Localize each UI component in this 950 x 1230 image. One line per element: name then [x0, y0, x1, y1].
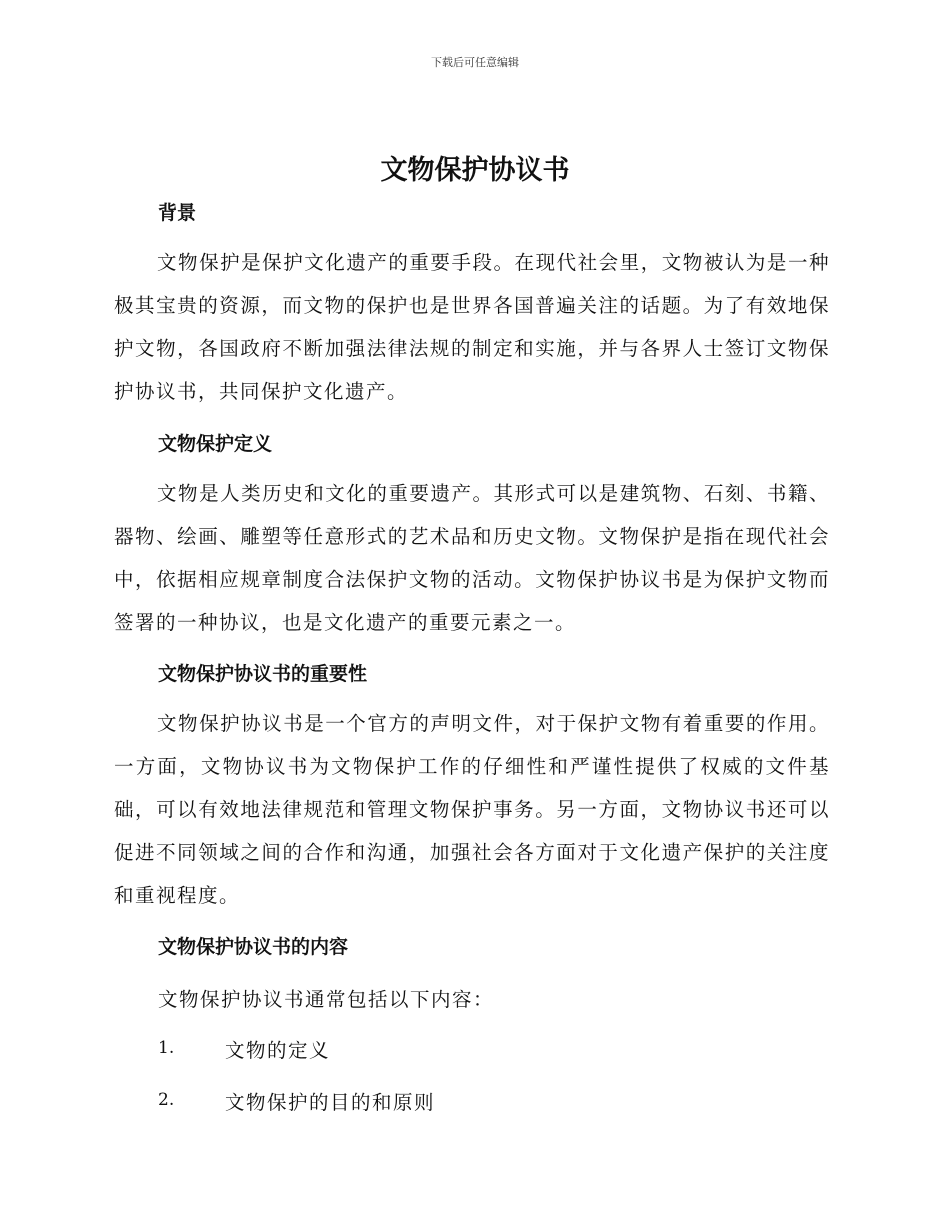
list-item-number: 2.: [158, 1090, 175, 1110]
section-paragraph-definition: 文物是人类历史和文化的重要遗产。其形式可以是建筑物、石刻、书籍、器物、绘画、雕塑等任意形式的艺术品和历史文物。文物保护是指在现代社会中，依据相应规章制度合法保护文物的活动。文物保护协议书是为保护文物而签署的一种协议，也是文化遗产的重要元素之一。: [114, 482, 830, 634]
document-title: 文物保护协议书: [380, 155, 570, 186]
list-item-text: 文物的定义: [225, 1039, 331, 1062]
section-heading-definition: 文物保护定义: [158, 433, 273, 455]
section-paragraph-importance: 文物保护协议书是一个官方的声明文件，对于保护文物有着重要的作用。一方面，文物协议书为文物保护工作的仔细性和严谨性提供了权威的文件基础，可以有效地法律规范和管理文物保护事务。另一方面，文物协议书还可以促进不同领域之间的合作和沟通，加强社会各方面对于文化遗产保护的关注度和重视程度。: [114, 712, 830, 907]
header-note: 下载后可任意编辑: [431, 56, 519, 69]
contents-intro: 文物保护协议书通常包括以下内容：: [158, 988, 495, 1011]
section-paragraph-background: 文物保护是保护文化遗产的重要手段。在现代社会里，文物被认为是一种极其宝贵的资源，而文物的保护也是世界各国普遍关注的话题。为了有效地保护文物，各国政府不断加强法律法规的制定和实施，并与各界人士签订文物保护协议书，共同保护文化遗产。: [114, 251, 830, 403]
list-item-number: 1.: [158, 1038, 175, 1058]
section-heading-contents: 文物保护协议书的内容: [158, 936, 349, 958]
section-heading-background: 背景: [158, 202, 197, 224]
list-item-text: 文物保护的目的和原则: [225, 1091, 436, 1114]
section-heading-importance: 文物保护协议书的重要性: [158, 663, 368, 685]
